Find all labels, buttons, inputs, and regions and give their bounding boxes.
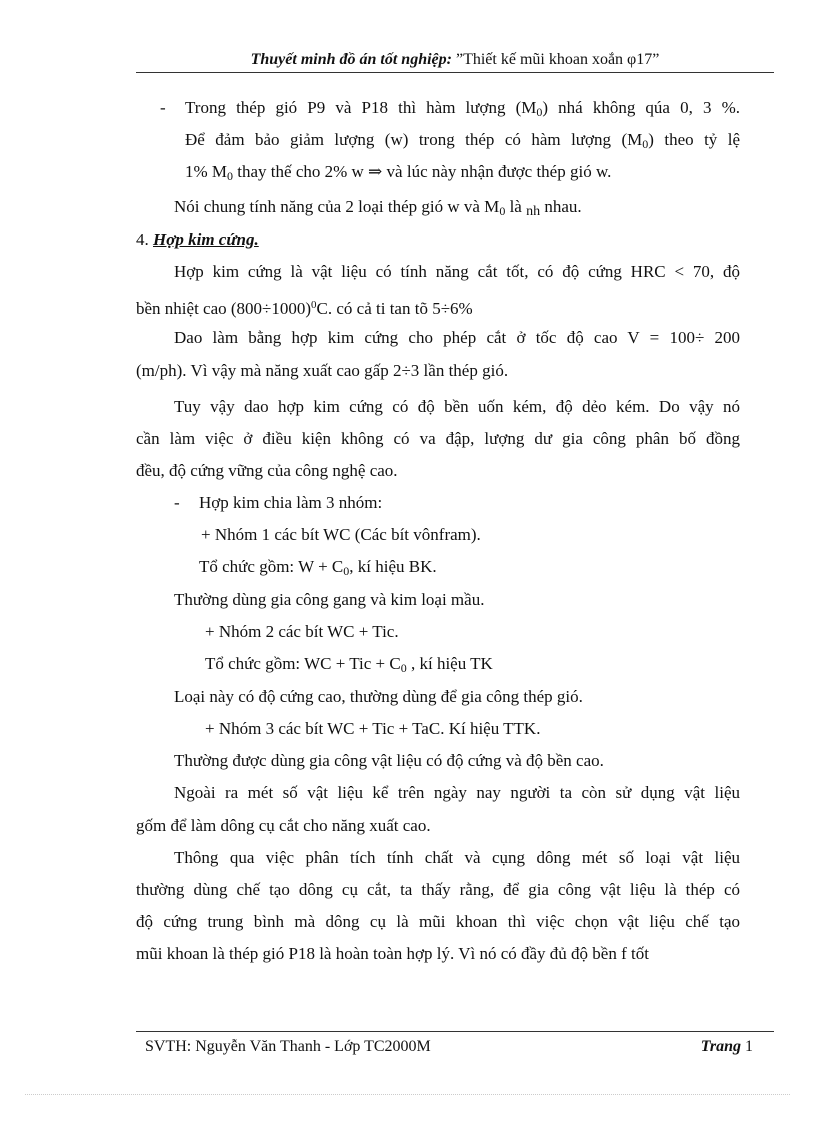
group-2-usage: Loại này có độ cứng cao, thường dùng để gia công thép gió.	[174, 687, 583, 706]
section-heading: 4. Hợp kim cứng.	[136, 230, 259, 249]
group-2-title: + Nhóm 2 các bít WC + Tic.	[205, 622, 399, 641]
page-header	[136, 50, 774, 70]
header-rule	[136, 72, 774, 73]
paragraph-3-line-1: Dao làm bằng hợp kim cứng cho phép cắt ở tốc độ cao V = 100÷ 200	[174, 328, 740, 347]
paragraph-summary: Nói chung tính năng của 2 loại thép gió w và $M_0$ là nh nhau.	[174, 197, 582, 219]
paragraph-2-line-1: Hợp kim cứng là vật liệu có tính năng cắt tốt, có độ cứng HRC < 70, độ	[174, 262, 740, 281]
paragraph-5-line-1: Ngoài ra mét số vật liệu kể trên ngày nay người ta còn sử dụng vật liệu	[174, 783, 740, 802]
list-intro: Hợp kim chia làm 3 nhóm:	[199, 493, 383, 512]
footer-rule	[136, 1031, 774, 1032]
header-title: ”Thiết kế mũi khoan xoắn φ17”	[451, 51, 660, 68]
paragraph-5-line-2: gốm để làm dông cụ cắt cho năng xuất cao.	[136, 816, 431, 835]
page-number: Trang 1	[700, 1038, 753, 1055]
paragraph-6-line-2: thường dùng chế tạo dông cụ cắt, ta thấy rằng, để gia công vật liệu là thép có	[136, 880, 740, 899]
bullet-1-line-3: 1% $M_0$ thay thế cho 2% w ⇒ và lúc này nhận được thép gió w.	[185, 162, 612, 183]
paragraph-4-line-2: cần làm việc ở điều kiện không có va đập, lượng dư gia công phân bố đồng	[136, 429, 740, 448]
page-edge-dotted-line	[25, 1094, 790, 1095]
group-2-composition: Tổ chức gồm: WC + Tic + $C_0$ , kí hiệu TK	[205, 654, 493, 675]
paragraph-2-line-2: bền nhiệt cao $(800\div 1000)^0C$. có cả ti tan tõ 5÷6%	[136, 299, 473, 318]
bullet-1-line-2: Để đảm bảo giảm lượng (w) trong thép có hàm lượng $(M_0)$ theo tỷ lệ	[185, 130, 741, 151]
group-3-title: + Nhóm 3 các bít WC + Tic + TaC. Kí hiệu TTK.	[205, 719, 541, 738]
group-3-usage: Thường được dùng gia công vật liệu có độ cứng và độ bền cao.	[174, 751, 604, 770]
paragraph-4-line-1: Tuy vậy dao hợp kim cứng có độ bền uốn kém, độ dẻo kém. Do vậy nó	[174, 397, 740, 416]
paragraph-3-line-2: (m/ph). Vì vậy mà năng xuất cao gấp 2÷3 lần thép gió.	[136, 361, 509, 380]
group-1-title: + Nhóm 1 các bít WC (Các bít vônfram).	[201, 525, 481, 544]
bullet-dash-1: -	[160, 98, 166, 117]
page-footer	[145, 1037, 753, 1057]
paragraph-6-line-4: mũi khoan là thép gió P18 là hoàn toàn hợp lý. Vì nó có đầy đủ độ bền f tốt	[136, 944, 649, 963]
paragraph-4-line-3: đều, độ cứng vững của công nghệ cao.	[136, 461, 398, 480]
bullet-dash-2: -	[174, 493, 180, 512]
group-1-composition: Tổ chức gồm: $W + C_0$, kí hiệu BK.	[199, 557, 437, 578]
paragraph-6-line-3: độ cứng trung bình mà dông cụ là mũi khoan thì việc chọn vật liệu chế tạo	[136, 912, 740, 931]
paragraph-6-line-1: Thông qua việc phân tích tính chất và cụng dông mét số loại vật liệu	[174, 848, 740, 867]
group-1-usage: Thường dùng gia công gang và kim loại mầu.	[174, 590, 485, 609]
footer-student: SVTH: Nguyễn Văn Thanh - Lớp TC2000M	[145, 1038, 431, 1055]
header-label: Thuyết minh đồ án tốt nghiệp:	[250, 51, 452, 68]
bullet-1-line-1: Trong thép gió P9 và P18 thì hàm lượng $(M_0)$ nhá không qúa 0, 3 %.	[185, 98, 740, 119]
